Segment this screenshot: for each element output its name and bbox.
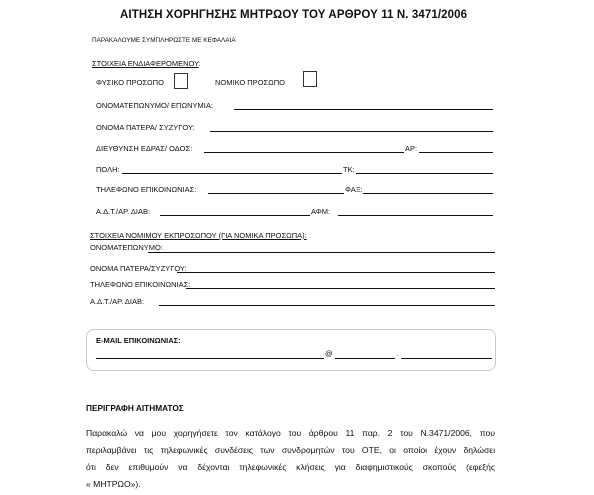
rep-father-label: ΟΝΟΜΑ ΠΑΤΕΡΑ/ΣΥΖΥΓΟΥ: [90,264,187,273]
description-line: Παρακαλώ να μου χορηγήσετε τον κατάλογο του άρθρου 11 παρ. 2 του Ν.3471/2006, που [86,428,495,438]
postcode-label: ΤΚ: [343,165,355,174]
address-field[interactable] [204,152,404,153]
street-number-label: ΑΡ: [405,144,418,153]
fax-field[interactable] [363,193,493,194]
legal-person-label: ΝΟΜΙΚΟ ΠΡΟΣΩΠΟ [215,78,286,87]
interested-heading-colon: : [198,59,201,68]
rep-phone-label: ΤΗΛΕΦΩΝΟ ΕΠΙΚΟΙΝΩΝΙΑΣ: [90,280,191,289]
legal-rep-heading: ΣΤΟΙΧΕΙΑ ΝΟΜΙΜΟΥ ΕΚΠΡΟΣΩΠΟΥ (ΓΙΑ ΝΟΜΙΚΑ ΠΡΟΣΩΠΑ): [90,231,307,240]
city-field[interactable] [122,173,342,174]
description-heading: ΠΕΡΙΓΡΑΦΗ ΑΙΤΗΜΑΤΟΣ [86,403,184,413]
rep-name-label: ΟΝΟΜΑΤΕΠΩΝΥΜΟ: [90,243,163,252]
street-number-field[interactable] [419,152,493,153]
address-label: ΔΙΕΥΘΥΝΣΗ ΕΔΡΑΣ/ ΟΔΟΣ: [96,144,193,153]
phone-label: ΤΗΛΕΦΩΝΟ ΕΠΙΚΟΙΝΩΝΙΑΣ: [96,185,197,194]
father-name-label: ΟΝΟΜΑ ΠΑΤΕΡΑ/ ΣΥΖΥΓΟΥ: [96,123,195,132]
postcode-field[interactable] [356,173,493,174]
name-field[interactable] [234,109,493,110]
description-line: « ΜΗΤΡΩΟ»). [86,479,141,489]
description-line: περιλαμβάνει τις τηλεφωνικές συνδέσεις των συνδρομητών του ΟΤΕ, οι οποίοι έχουν δηλώσει [86,445,495,455]
father-name-field[interactable] [210,131,493,132]
rep-father-field[interactable] [177,272,495,273]
rep-name-field[interactable] [148,252,495,253]
legal-person-checkbox[interactable] [303,71,317,87]
rep-id-label: Α.Δ.Τ./ΑΡ. ΔΙΑΒ: [90,297,145,306]
phone-field[interactable] [208,193,344,194]
description-paragraph [86,425,495,493]
natural-person-label: ΦΥΣΙΚΟ ΠΡΟΣΩΠΟ [96,78,164,87]
description-line: ότι δεν επιθυμούν να δέχονται τηλεφωνικές κλήσεις για διαφημιστικούς σκοπούς (εφεξής [86,462,495,472]
interested-heading [92,53,201,71]
rep-id-field[interactable] [159,305,495,306]
email-at-sign: @ [325,349,333,358]
rep-phone-field[interactable] [186,288,495,289]
id-field[interactable] [160,215,310,216]
city-label: ΠΟΛΗ: [96,165,120,174]
email-dot: . [396,349,399,358]
interested-heading-text: ΣΤΟΙΧΕΙΑ ΕΝΔΙΑΦΕΡΟΜΕΝΟΥ [92,59,199,68]
email-user-field[interactable] [96,358,324,359]
afm-label: ΑΦΜ: [311,207,331,216]
fax-label: ΦΑΞ: [345,185,363,194]
afm-field[interactable] [338,215,493,216]
email-label: E-MAIL ΕΠΙΚΟΙΝΩΝΙΑΣ: [96,336,181,345]
email-tld-field[interactable] [401,358,492,359]
email-domain-field[interactable] [335,358,395,359]
form-title: ΑΙΤΗΣΗ ΧΟΡΗΓΗΣΗΣ ΜΗΤΡΩΟΥ ΤΟΥ ΑΡΘΡΟΥ 11 Ν. 3471/2006 [120,9,468,21]
fill-instruction: ΠΑΡΑΚΑΛΟΥΜΕ ΣΥΜΠΛΗΡΩΣΤΕ ΜΕ ΚΕΦΑΛΑΙΑ [92,37,236,44]
natural-person-checkbox[interactable] [174,73,188,89]
name-label: ΟΝΟΜΑΤΕΠΩΝΥΜΟ/ ΕΠΩΝΥΜΙΑ: [96,101,213,110]
id-label: Α.Δ.Τ./ΑΡ. ΔΙΑΒ: [96,207,151,216]
